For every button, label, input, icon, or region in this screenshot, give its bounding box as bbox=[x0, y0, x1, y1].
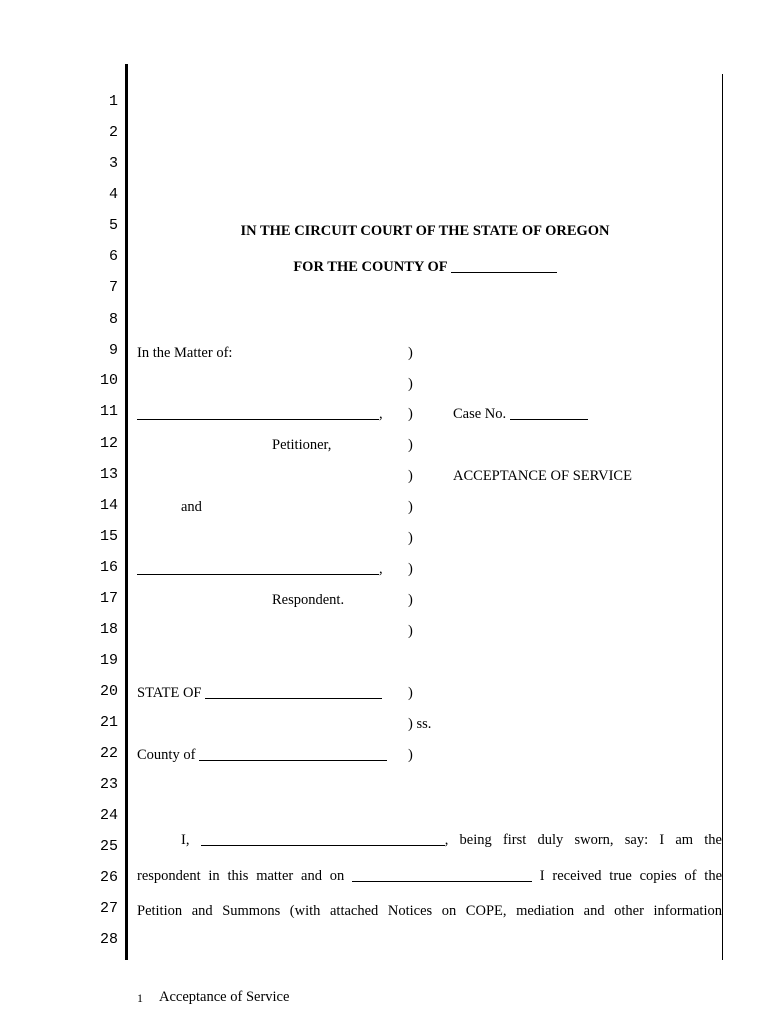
county-of-blank[interactable] bbox=[199, 747, 387, 761]
line-number: 11 bbox=[99, 403, 118, 420]
ss-mark: ) ss. bbox=[408, 716, 432, 732]
case-number: Case No. bbox=[453, 406, 588, 423]
line-number: 9 bbox=[108, 342, 118, 359]
county-heading: FOR THE COUNTY OF bbox=[128, 259, 722, 276]
in-the-matter-of: In the Matter of: bbox=[137, 345, 233, 361]
caption-paren: ) bbox=[408, 406, 413, 422]
line-number: 12 bbox=[99, 435, 118, 452]
court-heading: IN THE CIRCUIT COURT OF THE STATE OF OREGON bbox=[240, 223, 610, 239]
line-number: 27 bbox=[99, 900, 118, 917]
right-margin-rule bbox=[722, 74, 723, 960]
county-of-line: County of bbox=[137, 747, 387, 764]
state-blank[interactable] bbox=[205, 685, 382, 699]
and-label: and bbox=[181, 499, 202, 515]
caption-paren: ) bbox=[408, 561, 413, 577]
line-number: 5 bbox=[108, 217, 118, 234]
line-number: 6 bbox=[108, 248, 118, 265]
line-number: 24 bbox=[99, 807, 118, 824]
line-number: 21 bbox=[99, 714, 118, 731]
county-blank[interactable] bbox=[451, 259, 557, 273]
caption-paren: ) bbox=[408, 437, 413, 453]
footer-title: Acceptance of Service bbox=[159, 989, 290, 1005]
state-of-line: STATE OF bbox=[137, 685, 382, 702]
caption-paren: ) bbox=[408, 685, 413, 701]
line-number: 19 bbox=[99, 652, 118, 669]
line-number: 22 bbox=[99, 745, 118, 762]
petitioner-name-line[interactable]: , bbox=[137, 406, 383, 423]
caption-paren: ) bbox=[408, 623, 413, 639]
case-number-blank[interactable] bbox=[510, 406, 588, 420]
respondent-name-line[interactable]: , bbox=[137, 561, 383, 578]
caption-paren: ) bbox=[408, 747, 413, 763]
line-number: 8 bbox=[108, 311, 118, 328]
line-number: 16 bbox=[99, 559, 118, 576]
line-number: 4 bbox=[108, 186, 118, 203]
line-number: 10 bbox=[99, 372, 118, 389]
line-number: 7 bbox=[108, 279, 118, 296]
line-number: 17 bbox=[99, 590, 118, 607]
line-number: 25 bbox=[99, 838, 118, 855]
caption-paren: ) bbox=[408, 468, 413, 484]
petitioner-label: Petitioner, bbox=[272, 437, 332, 453]
caption-paren: ) bbox=[408, 499, 413, 515]
respondent-blank[interactable] bbox=[137, 561, 379, 575]
affiant-name-blank[interactable] bbox=[201, 832, 445, 846]
line-number: 13 bbox=[99, 466, 118, 483]
body-line-27: Petition and Summons (with attached Notices on COPE, mediation and other information bbox=[137, 903, 722, 919]
line-number: 15 bbox=[99, 528, 118, 545]
line-number: 23 bbox=[99, 776, 118, 793]
caption-paren: ) bbox=[408, 592, 413, 608]
line-number: 20 bbox=[99, 683, 118, 700]
page-number: 1 bbox=[137, 991, 143, 1005]
line-number: 28 bbox=[99, 931, 118, 948]
caption-paren: ) bbox=[408, 376, 413, 392]
service-date-blank[interactable] bbox=[352, 868, 532, 882]
left-margin-rule bbox=[125, 64, 128, 960]
petitioner-blank[interactable] bbox=[137, 406, 379, 420]
caption-paren: ) bbox=[408, 345, 413, 361]
body-line-26: respondent in this matter and on I received true copies of the bbox=[137, 868, 723, 884]
line-number: 1 bbox=[108, 93, 118, 110]
line-number: 14 bbox=[99, 497, 118, 514]
line-number: 2 bbox=[108, 124, 118, 141]
caption-paren: ) bbox=[408, 530, 413, 546]
line-number: 18 bbox=[99, 621, 118, 638]
line-number: 26 bbox=[99, 869, 118, 886]
body-line-25: I, , being first duly sworn, say: I am the bbox=[181, 832, 722, 848]
line-number: 3 bbox=[108, 155, 118, 172]
respondent-label: Respondent. bbox=[272, 592, 345, 608]
document-title: ACCEPTANCE OF SERVICE bbox=[453, 468, 632, 484]
